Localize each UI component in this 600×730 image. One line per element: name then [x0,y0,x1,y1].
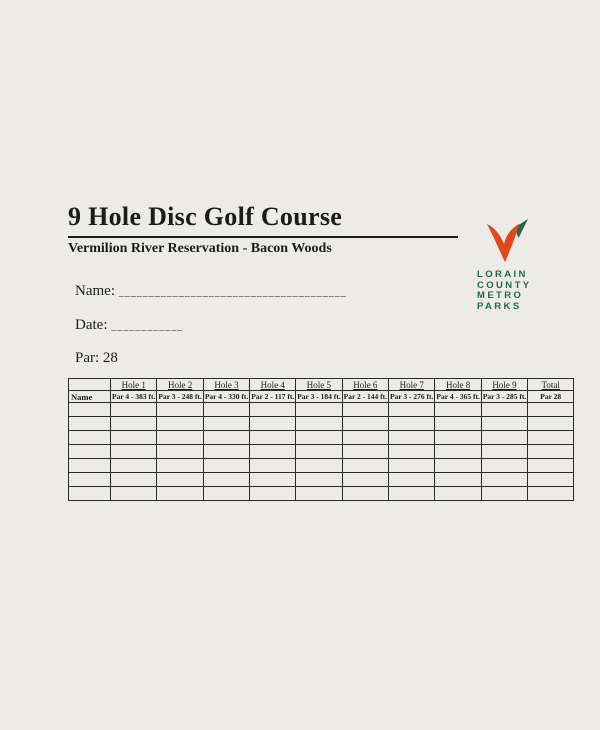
score-cell [250,445,296,459]
score-cell [296,473,342,487]
arrowhead-logo-icon [477,217,549,267]
score-cell [342,473,388,487]
total-header: Total [528,379,574,391]
score-cell [435,459,481,473]
score-cell [69,473,111,487]
score-cell [111,459,157,473]
score-cell [296,445,342,459]
score-cell [157,417,203,431]
score-cell [203,445,249,459]
score-row [69,417,574,431]
score-cell [203,431,249,445]
score-cell [69,417,111,431]
name-field [75,283,347,300]
score-cell [296,487,342,501]
score-cell [203,459,249,473]
score-cell [528,473,574,487]
score-cell [435,473,481,487]
date-fill-line: ____________ [111,321,184,332]
hole-9-par: Par 3 - 285 ft. [482,392,527,401]
score-cell [203,417,249,431]
score-cell [435,445,481,459]
hole-5-header: Hole 5 [296,379,342,391]
date-label: Date: [75,317,108,333]
hole-3-header: Hole 3 [203,379,249,391]
score-cell [342,487,388,501]
hole-4-par: Par 2 - 117 ft. [251,392,295,401]
score-cell [389,431,435,445]
score-row [69,487,574,501]
hole-4-header: Hole 4 [250,379,296,391]
score-cell [203,403,249,417]
score-cell [296,417,342,431]
score-cell [528,431,574,445]
hole-8-par: Par 4 - 365 ft. [436,392,480,401]
hole-2-par: Par 3 - 248 ft. [158,392,202,401]
score-cell [342,417,388,431]
score-cell [69,403,111,417]
score-table-body [69,379,574,501]
name-fill-line: ______________________________________ [118,287,347,298]
score-cell [481,487,527,501]
hole-9-header: Hole 9 [481,379,527,391]
hole-3-par: Par 4 - 330 ft. [204,392,249,401]
score-cell [342,431,388,445]
score-cell [481,417,527,431]
score-cell [203,473,249,487]
score-cell [481,445,527,459]
hole-7-par: Par 3 - 276 ft. [390,392,434,401]
hole-7-header: Hole 7 [389,379,435,391]
logo-line: LORAIN [477,269,528,280]
table-corner-cell [69,379,111,391]
score-cell [389,459,435,473]
score-cell [481,403,527,417]
score-cell [389,445,435,459]
logo-line: PARKS [477,300,522,312]
score-cell [296,403,342,417]
score-cell [250,403,296,417]
score-cell [69,487,111,501]
score-row [69,459,574,473]
score-cell [435,487,481,501]
score-cell [157,403,203,417]
score-cell [342,445,388,459]
score-cell [157,459,203,473]
score-cell [296,459,342,473]
score-row [69,445,574,459]
score-cell [111,487,157,501]
score-cell [528,403,574,417]
logo-text [477,270,549,312]
score-cell [250,473,296,487]
par-label: Par: 28 [75,350,118,366]
score-cell [528,445,574,459]
score-cell [528,459,574,473]
score-cell [389,403,435,417]
score-row [69,431,574,445]
score-cell [481,459,527,473]
score-cell [157,487,203,501]
score-cell [111,417,157,431]
score-cell [69,431,111,445]
score-table [68,378,574,501]
score-cell [157,473,203,487]
name-label: Name: [75,283,115,299]
page-subtitle: Vermilion River Reservation - Bacon Woods [68,241,332,256]
score-cell [481,473,527,487]
score-cell [157,431,203,445]
hole-6-header: Hole 6 [342,379,388,391]
score-cell [435,417,481,431]
hole-2-header: Hole 2 [157,379,203,391]
score-cell [250,459,296,473]
score-cell [250,417,296,431]
score-cell [296,431,342,445]
logo-line: COUNTY [477,279,532,291]
score-cell [111,473,157,487]
score-cell [342,403,388,417]
score-cell [528,487,574,501]
title-divider [68,236,458,238]
name-column-label: Name [69,391,111,403]
score-cell [203,487,249,501]
score-row [69,473,574,487]
score-cell [389,473,435,487]
score-cell [342,459,388,473]
score-cell [69,459,111,473]
par-distance-row [69,391,574,403]
score-cell [111,431,157,445]
score-cell [389,487,435,501]
score-cell [435,431,481,445]
score-cell [250,431,296,445]
score-cell [111,445,157,459]
logo-line: METRO [477,290,524,301]
score-cell [69,445,111,459]
page-title: 9 Hole Disc Golf Course [68,202,343,231]
score-row [69,403,574,417]
hole-1-header: Hole 1 [111,379,157,391]
score-cell [157,445,203,459]
hole-8-header: Hole 8 [435,379,481,391]
score-cell [389,417,435,431]
score-cell [528,417,574,431]
total-par: Par 28 [528,391,574,403]
hole-1-par: Par 4 - 383 ft. [112,392,156,401]
score-cell [111,403,157,417]
hole-5-par: Par 3 - 184 ft. [297,392,341,401]
score-cell [435,403,481,417]
lorain-county-metro-parks-logo [477,217,549,312]
date-field [75,317,183,334]
score-cell [250,487,296,501]
header-row [69,379,574,391]
hole-6-par: Par 2 - 144 ft. [343,392,388,401]
score-cell [481,431,527,445]
